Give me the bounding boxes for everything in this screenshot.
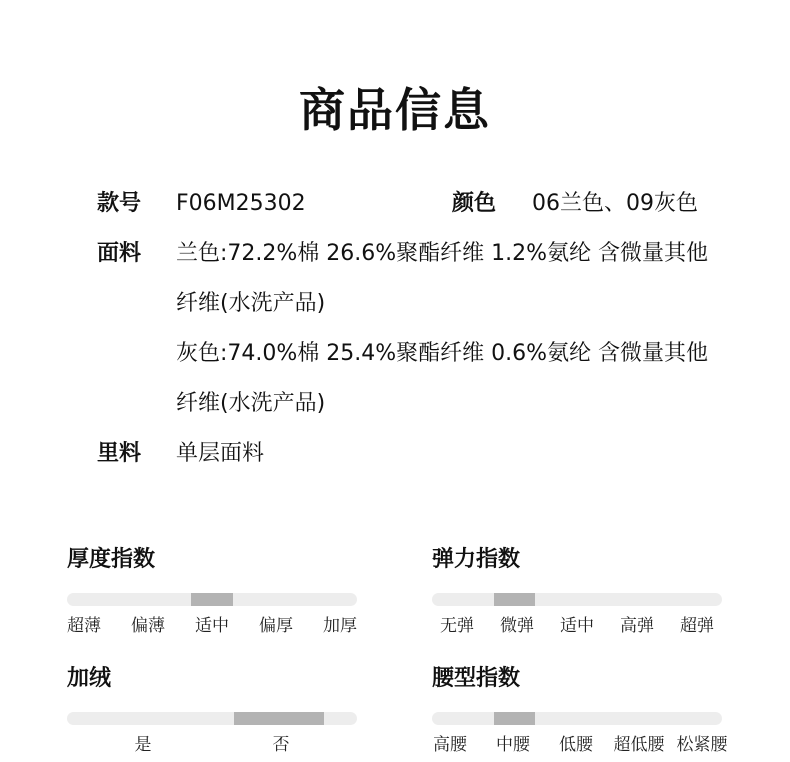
elasticity-index-track [432,593,722,606]
color-label: 颜色 [452,191,497,216]
fleece-option: 是 [134,735,152,755]
fleece-selected-segment [234,712,324,725]
thickness-option: 加厚 [323,616,357,636]
fleece-track [67,712,357,725]
fabric-line: 兰色:72.2%棉 26.6%聚酯纤维 1.2%氨纶 含微量其他 [176,241,709,266]
fabric-line: 纤维(水洗产品) [176,291,326,316]
style-number-label: 款号 [97,191,142,216]
style-number-value: F06M25302 [176,191,306,216]
lining-value: 单层面料 [176,441,265,466]
thickness-index-track [67,593,357,606]
lining-label: 里料 [97,441,142,466]
waist-index-title: 腰型指数 [432,666,521,691]
waist-option-selected: 中腰 [496,735,530,755]
elasticity-index-title: 弹力指数 [432,547,521,572]
fabric-line: 灰色:74.0%棉 25.4%聚酯纤维 0.6%氨纶 含微量其他 [176,341,709,366]
waist-index-track [432,712,722,725]
thickness-option: 超薄 [67,616,101,636]
fleece-title: 加绒 [67,666,112,691]
waist-option: 高腰 [433,735,467,755]
elasticity-index-selected-segment [494,593,535,606]
waist-index-selected-segment [494,712,535,725]
elasticity-option: 适中 [560,616,594,636]
waist-option: 松紧腰 [676,735,728,755]
fleece-option-selected: 否 [272,735,290,755]
elasticity-option: 高弹 [620,616,654,636]
thickness-index-selected-segment [191,593,233,606]
waist-option: 低腰 [559,735,593,755]
elasticity-option: 无弹 [440,616,474,636]
fabric-line: 纤维(水洗产品) [176,391,326,416]
thickness-option-selected: 适中 [195,616,229,636]
elasticity-option: 超弹 [680,616,714,636]
color-value: 06兰色、09灰色 [532,191,698,216]
elasticity-option-selected: 微弹 [500,616,534,636]
fabric-label: 面料 [97,241,142,266]
thickness-option: 偏薄 [131,616,165,636]
thickness-index-title: 厚度指数 [67,547,156,572]
page-title: 商品信息 [299,83,491,137]
waist-option: 超低腰 [613,735,665,755]
thickness-option: 偏厚 [259,616,293,636]
